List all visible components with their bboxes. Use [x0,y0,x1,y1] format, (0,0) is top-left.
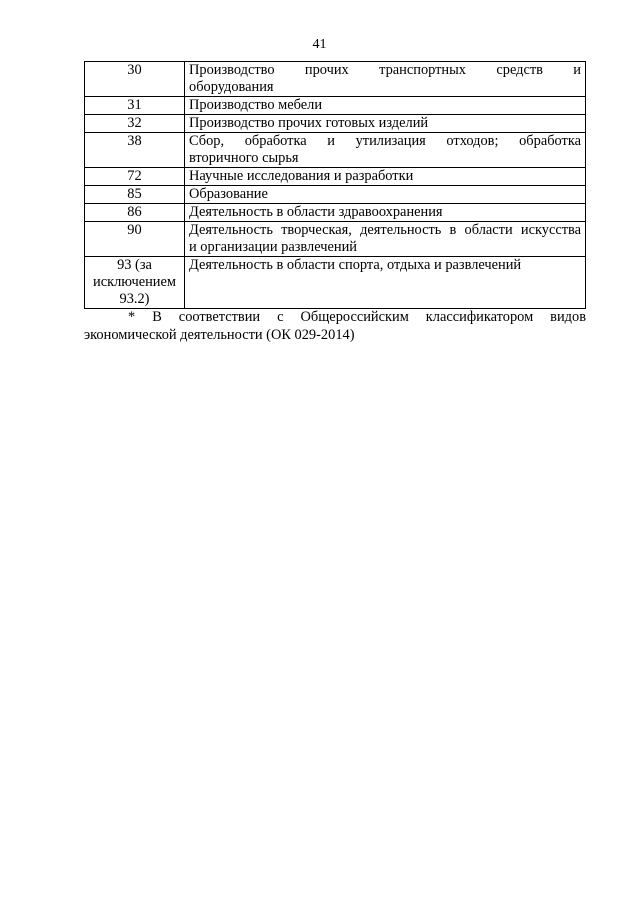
activity-code [85,257,185,309]
activity-code: 38 [85,133,185,168]
footnote [84,308,586,344]
page-number: 41 [312,37,327,52]
activity-name-line: и организации развлечений [189,239,357,255]
table-row [85,257,586,309]
activity-name-line: вторичного сырья [189,150,299,166]
activity-name-line: Производство прочих транспортных средств и [189,62,581,78]
activity-name: Производство мебели [185,97,586,115]
table-row [85,62,586,97]
activity-name-line: оборудования [189,79,274,95]
activity-code: 72 [85,168,185,186]
footnote-line: * В соответствии с Общероссийским классификатором видов [128,309,586,325]
activity-name [185,133,586,168]
table-row [85,97,586,115]
activity-name-line: Деятельность творческая, деятельность в области искусства [189,222,581,238]
activity-name [185,62,586,97]
activity-code-line: исключением [93,274,176,290]
table-row [85,133,586,168]
activity-name: Образование [185,186,586,204]
activity-name [185,222,586,257]
activity-name: Деятельность в области здравоохранения [185,204,586,222]
activity-code: 86 [85,204,185,222]
activity-code-line: 93.2) [119,291,150,307]
activity-code: 32 [85,115,185,133]
activity-code: 85 [85,186,185,204]
table-row [85,168,586,186]
activity-code: 31 [85,97,185,115]
table-row [85,186,586,204]
activity-code: 90 [85,222,185,257]
activity-code: 30 [85,62,185,97]
table-row [85,115,586,133]
activity-name: Научные исследования и разработки [185,168,586,186]
table-row [85,204,586,222]
activity-name: Деятельность в области спорта, отдыха и развлечений [185,257,586,309]
activity-name-line: Сбор, обработка и утилизация отходов; обработка [189,133,581,149]
activity-codes-table [84,61,586,309]
footnote-line: экономической деятельности (ОК 029-2014) [84,327,355,343]
table-row [85,222,586,257]
activity-code-line: 93 (за [117,257,152,273]
activity-name: Производство прочих готовых изделий [185,115,586,133]
